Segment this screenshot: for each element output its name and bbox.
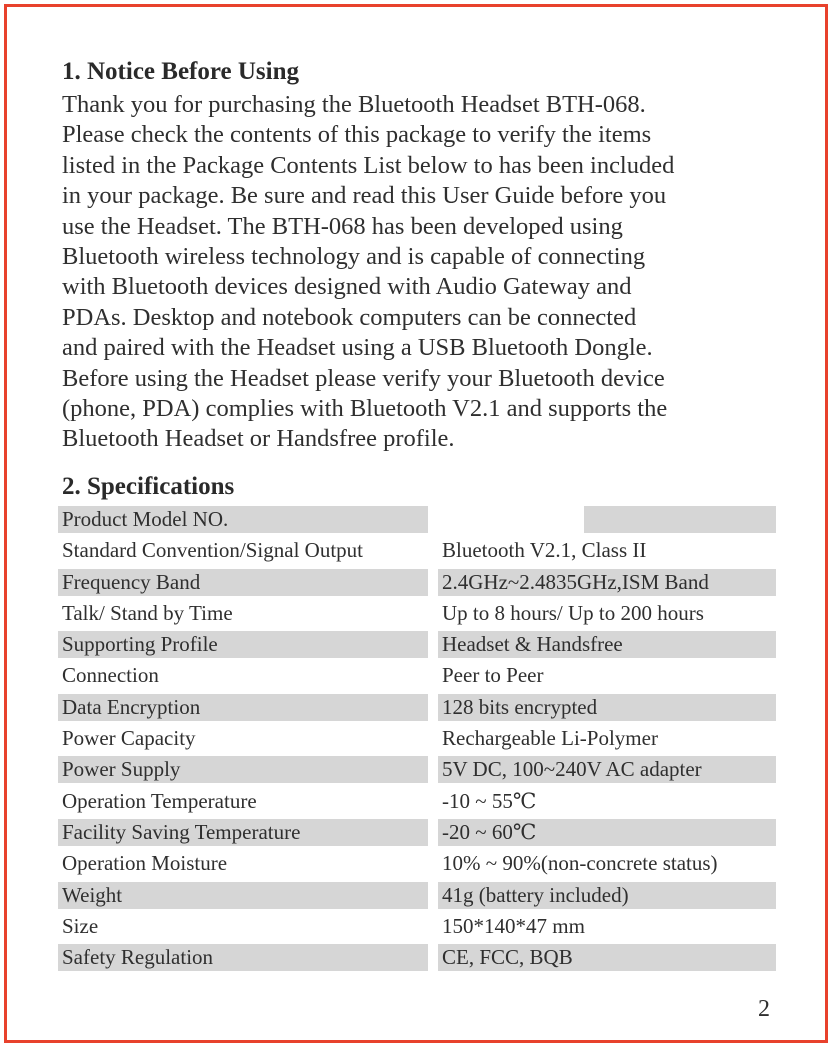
paragraph-line: Thank you for purchasing the Bluetooth Headset BTH-068. [62,91,646,118]
section-heading-notice: 1. Notice Before Using [62,58,299,85]
table-row [58,723,776,754]
table-row [58,567,776,598]
paragraph-line: and paired with the Headset using a USB Bluetooth Dongle. [62,334,653,362]
spec-label: Operation Moisture [62,851,228,876]
table-row [58,629,776,660]
table-row [58,660,776,691]
page-number: 2 [758,996,770,1022]
spec-label: Connection [62,663,159,688]
paragraph-line: with Bluetooth devices designed with Audio Gateway and [62,273,632,301]
spec-value: 2.4GHz~2.4835GHz,ISM Band [442,569,709,594]
spec-label: Standard Convention/Signal Output [62,538,363,563]
spec-value: Rechargeable Li-Polymer [442,726,658,751]
table-row [58,911,776,942]
paragraph-line: Please check the contents of this package to verify the items [62,121,652,149]
spec-label: Facility Saving Temperature [62,819,301,844]
spec-value: Headset & Handsfree [442,632,623,657]
spec-label: Operation Temperature [62,788,257,813]
spec-label: Talk/ Stand by Time [62,600,233,625]
spec-label: Power Capacity [62,726,196,751]
spec-value: 5V DC, 100~240V AC adapter [442,757,702,782]
table-row [58,786,776,817]
spec-value: -20 ~ 60℃ [442,819,537,844]
table-row [58,754,776,785]
table-row [58,942,776,973]
spec-value: 41g (battery included) [442,882,629,907]
table-row [58,535,776,566]
spec-value: -10 ~ 55℃ [442,788,537,813]
section-heading-specifications: 2. Specifications [62,473,235,500]
spec-value: CE, FCC, BQB [442,945,573,970]
paragraph-line: listed in the Package Contents List below to has been included [62,151,675,179]
paragraph-line: Before using the Headset please verify your Bluetooth device [62,364,665,392]
spec-label: Supporting Profile [62,632,218,657]
spec-label: Frequency Band [62,569,201,594]
spec-value: 128 bits encrypted [442,694,598,719]
spec-label: Product Model NO. [62,507,229,531]
paragraph-line: Bluetooth Headset or Handsfree profile. [62,425,455,453]
spec-value: 150*140*47 mm [442,913,585,938]
spec-value: Up to 8 hours/ Up to 200 hours [442,600,704,625]
paragraph-line: in your package. Be sure and read this User Guide before you [62,182,667,210]
table-row [58,692,776,723]
paragraph-line: use the Headset. The BTH-068 has been developed using [62,212,623,240]
table-row [58,817,776,848]
spec-value: 10% ~ 90%(non-concrete status) [442,851,718,876]
spec-label: Power Supply [62,757,181,782]
table-row [58,598,776,629]
paragraph-line: PDAs. Desktop and notebook computers can be connected [62,303,637,331]
spec-label: Weight [62,882,123,907]
spec-value: Bluetooth V2.1, Class II [442,538,647,563]
table-row [58,504,776,535]
spec-value: Peer to Peer [442,663,544,688]
table-row [58,880,776,911]
notice-paragraph [62,90,802,455]
spec-label: Data Encryption [62,694,201,719]
spec-label: Safety Regulation [62,945,214,970]
paragraph-line: (phone, PDA) complies with Bluetooth V2.1 and supports the [62,395,668,423]
specifications-table [58,504,776,973]
spec-label: Size [62,913,99,938]
paragraph-line: Bluetooth wireless technology and is capable of connecting [62,243,646,271]
table-row [58,848,776,879]
